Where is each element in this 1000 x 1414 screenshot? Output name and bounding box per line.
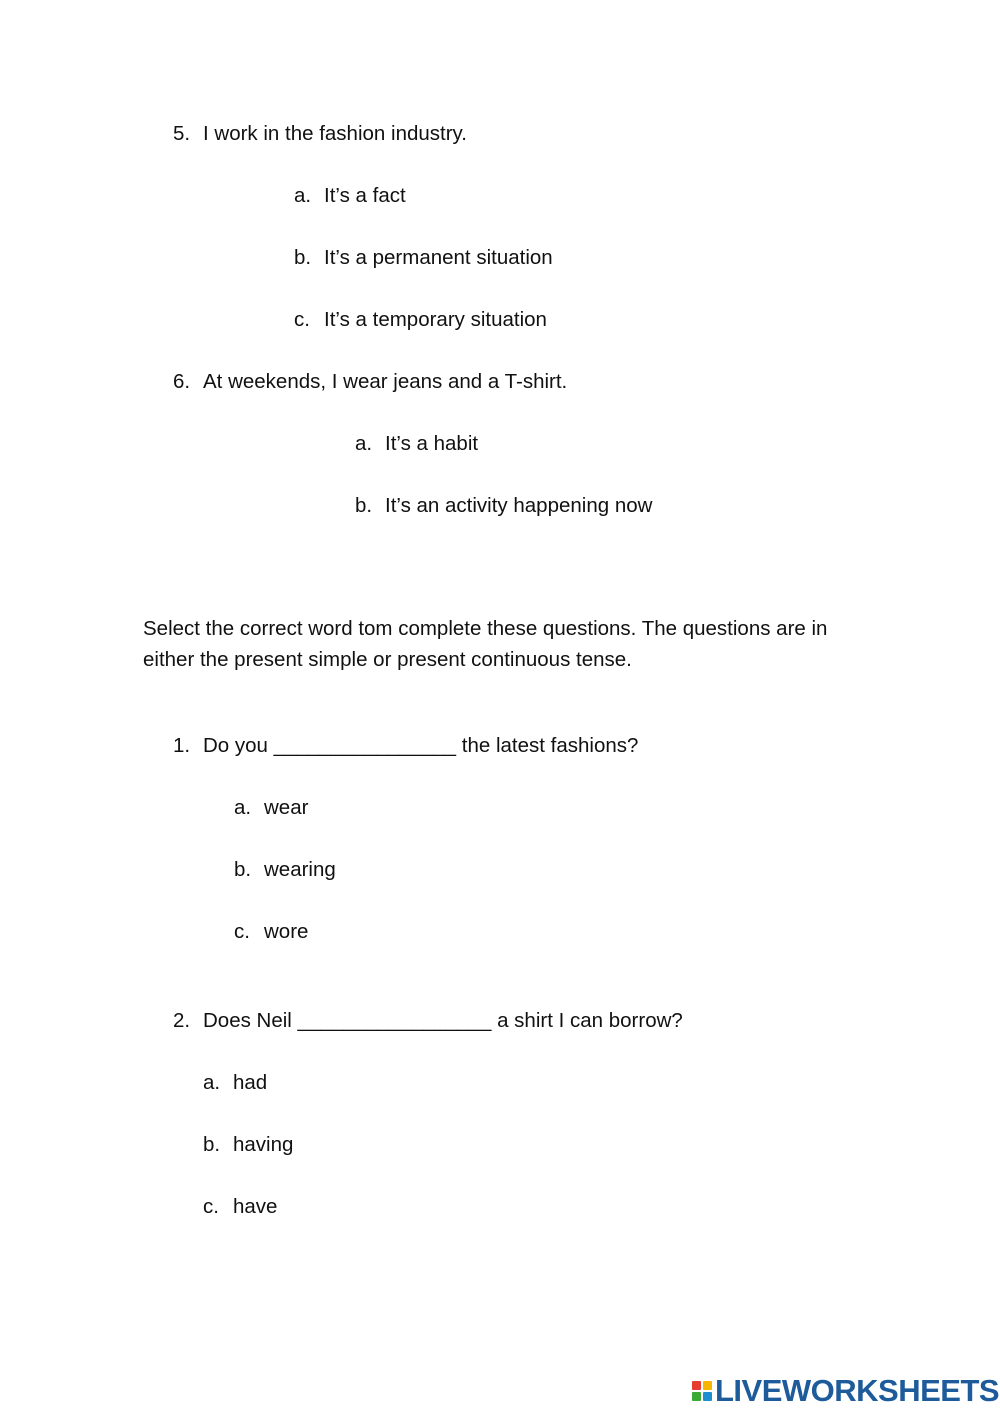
option-letter: a. [355,432,373,455]
option-p2-2c[interactable] [203,1195,277,1219]
option-letter: a. [203,1071,221,1094]
logo-square [703,1381,712,1390]
instructions-paragraph: Select the correct word tom complete these questions. The questions are in either the present simple or present continuous tense. [143,617,828,671]
option-text: It’s a habit [385,432,479,455]
question-p2-2 [173,1009,683,1033]
question-p2-1 [173,734,638,758]
option-letter: b. [203,1133,221,1156]
question-text: At weekends, I wear jeans and a T-shirt. [203,370,568,393]
option-letter: c. [294,308,310,331]
question-number: 5. [173,122,191,145]
logo-square [692,1381,701,1390]
option-p2-1c[interactable] [234,920,308,944]
option-text: have [233,1195,278,1218]
option-5a[interactable] [294,184,406,208]
logo-square [703,1392,712,1401]
option-text: It’s a fact [324,184,406,207]
option-5c[interactable] [294,308,547,332]
option-letter: c. [203,1195,219,1218]
option-6a[interactable] [355,432,478,456]
option-text: having [233,1133,294,1156]
question-6 [173,370,567,394]
option-letter: b. [294,246,312,269]
option-6b[interactable] [355,494,652,518]
option-p2-1b[interactable] [234,858,336,882]
question-text: I work in the fashion industry. [203,122,467,145]
option-text: It’s a permanent situation [324,246,553,269]
option-text: It’s an activity happening now [385,494,653,517]
logo-squares-icon [692,1381,712,1401]
option-p2-2a[interactable] [203,1071,267,1095]
question-5 [173,122,467,146]
logo-text: LIVEWORKSHEETS [715,1373,1000,1408]
option-text: It’s a temporary situation [324,308,547,331]
question-number: 6. [173,370,191,393]
option-5b[interactable] [294,246,553,270]
question-text: Do you ________________ the latest fashions? [203,734,639,757]
option-letter: a. [234,796,252,819]
option-text: wore [264,920,309,943]
logo-square [692,1392,701,1401]
option-text: wearing [264,858,336,881]
option-p2-1a[interactable] [234,796,308,820]
question-number: 2. [173,1009,191,1032]
option-text: wear [264,796,309,819]
option-text: had [233,1071,268,1094]
question-number: 1. [173,734,191,757]
option-p2-2b[interactable] [203,1133,293,1157]
option-letter: c. [234,920,250,943]
option-letter: b. [355,494,373,517]
option-letter: b. [234,858,252,881]
liveworksheets-logo [692,1374,999,1408]
option-letter: a. [294,184,312,207]
question-text: Does Neil _________________ a shirt I can borrow? [203,1009,683,1032]
